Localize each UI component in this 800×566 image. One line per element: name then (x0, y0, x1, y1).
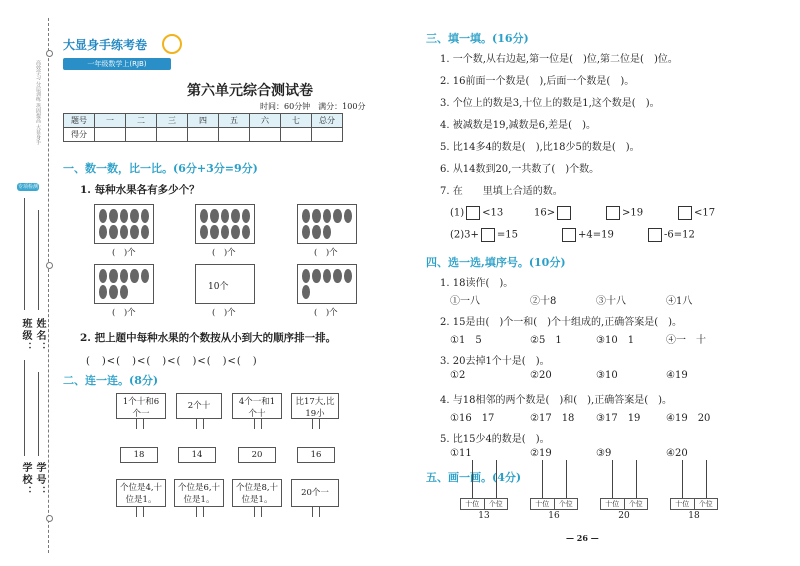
score-cell[interactable] (312, 128, 343, 142)
score-cell[interactable] (157, 128, 188, 142)
answer-box (481, 228, 495, 242)
ones-rod (496, 460, 497, 498)
choice-option[interactable]: ④一 十 (666, 335, 706, 346)
name-label: 姓名： (34, 318, 45, 354)
score-header-cell: 七 (281, 114, 312, 128)
choice-question: 1. 18读作( )。 (440, 278, 514, 289)
binding-hole (46, 50, 53, 57)
connect-card-bottom[interactable]: 个位是4,十位是1。 (116, 479, 166, 507)
score-cell[interactable] (219, 128, 250, 142)
name-field[interactable] (38, 210, 39, 310)
card-post (136, 507, 144, 517)
score-header-cell: 一 (95, 114, 126, 128)
gutter-badge: 专项检测 (17, 184, 38, 190)
choice-option[interactable]: ①11 (450, 448, 472, 459)
ones-rod (566, 460, 567, 498)
score-cell[interactable] (126, 128, 157, 142)
connect-card-top[interactable]: 4个一和1个十 (232, 393, 282, 419)
score-header-cell: 三 (157, 114, 188, 128)
fill-item-6[interactable]: 6. 从14数到20,一共数了( )个数。 (440, 164, 600, 175)
equation-item[interactable]: +4=19 (560, 228, 614, 242)
choice-option[interactable]: ④19 20 (666, 413, 711, 424)
answer-box (648, 228, 662, 242)
binding-hole (46, 515, 53, 522)
fill-item-2[interactable]: 2. 16前面一个数是( ),后面一个数是( )。 (440, 76, 635, 87)
order-answer-line[interactable]: ( )<( )<( )<( )<( )<( ) (86, 356, 258, 367)
card-post (312, 419, 320, 429)
choice-option[interactable]: ②5 1 (530, 335, 562, 346)
fill-item-5[interactable]: 5. 比14多4的数是( ),比18少5的数是( )。 (440, 142, 640, 153)
number-box[interactable]: 20 (238, 447, 276, 463)
score-cell[interactable] (95, 128, 126, 142)
score-header-cell: 六 (250, 114, 281, 128)
choice-option[interactable]: ①2 (450, 370, 466, 381)
answer-box (466, 206, 480, 220)
time-score-info: 时间：60分钟 满分：100分 (260, 102, 366, 111)
fill-item-3[interactable]: 3. 个位上的数是3,十位上的数是1,这个数是( )。 (440, 98, 660, 109)
card-post (136, 419, 144, 429)
tens-rod (612, 460, 613, 498)
choice-option[interactable]: ①一八 (450, 296, 480, 307)
score-table (63, 113, 343, 142)
school-label: 学校： (20, 462, 31, 498)
fill-item-7: 7. 在 里填上合适的数。 (440, 186, 563, 197)
number-box[interactable]: 16 (297, 447, 335, 463)
page-number: — 26 — (566, 533, 599, 543)
fill-item-4[interactable]: 4. 被减数是19,减数是6,差是( )。 (440, 120, 596, 131)
choice-question: 3. 20去掉1个十是( )。 (440, 356, 550, 367)
logo-mascot-icon (162, 34, 182, 54)
choice-question: 5. 比15少4的数是( )。 (440, 434, 550, 445)
compare-item[interactable]: 16> (534, 206, 573, 220)
score-header-cell: 五 (219, 114, 250, 128)
score-header-cell: 四 (188, 114, 219, 128)
tens-rod (682, 460, 683, 498)
equation-item[interactable]: -6=12 (646, 228, 695, 242)
basket-label: 10个 (208, 282, 229, 292)
gutter-note: 高效学习 分层训练 巩固提高 大显身手 (35, 60, 41, 145)
score-row-label: 得分 (64, 128, 95, 142)
binding-hole (46, 262, 53, 269)
choice-option[interactable]: ③十八 (596, 296, 626, 307)
choice-option[interactable]: ②17 18 (530, 413, 575, 424)
abacus-number: 20 (618, 511, 630, 521)
connect-card-top[interactable]: 2个十 (176, 393, 222, 419)
student-id-label: 学号： (34, 462, 45, 498)
score-header-cell: 总分 (312, 114, 343, 128)
series-logo: 大显身手练考卷 (63, 38, 148, 52)
banana-count[interactable]: ( )个 (112, 308, 136, 318)
section5-title: 五、画一画。(4分) (426, 471, 522, 484)
section1-q1: 1. 每种水果各有多少个？ (80, 184, 200, 196)
answer-box (678, 206, 692, 220)
connect-card-bottom[interactable]: 个位是8,十位是1。 (232, 479, 282, 507)
compare-item[interactable]: >19 (604, 206, 643, 220)
tens-rod (542, 460, 543, 498)
choice-option[interactable]: ③10 (596, 370, 618, 381)
connect-card-bottom[interactable]: 20个一 (291, 479, 339, 507)
section1-title: 一、数一数，比一比。(6分+3分=9分) (63, 162, 258, 175)
choice-option[interactable]: ②19 (530, 448, 552, 459)
card-post (196, 419, 204, 429)
section1-q2: 2. 把上题中每种水果的个数按从小到大的顺序排一排。 (80, 332, 337, 344)
connect-card-top[interactable]: 比17大,比19小 (291, 393, 339, 419)
answer-box (606, 206, 620, 220)
choice-question: 4. 与18相邻的两个数是( )和( ),正确答案是( )。 (440, 395, 673, 406)
tens-rod (472, 460, 473, 498)
answer-box (562, 228, 576, 242)
choice-option[interactable]: ②20 (530, 370, 552, 381)
peach-picture (297, 204, 357, 244)
pear-picture (94, 204, 154, 244)
choice-option[interactable]: ③9 (596, 448, 612, 459)
grade-subtitle: 一年级数学上(RJB) (63, 58, 171, 70)
choice-option[interactable]: ①16 17 (450, 413, 495, 424)
connect-card-bottom[interactable]: 个位是6,十位是1。 (174, 479, 224, 507)
banana-picture (94, 264, 154, 304)
equation-item[interactable]: (2)3+ =15 (450, 229, 519, 241)
school-field[interactable] (24, 360, 25, 456)
choice-option[interactable]: ④20 (666, 448, 688, 459)
fill-item-1[interactable]: 1. 一个数,从右边起,第一位是( )位,第二位是( )位。 (440, 54, 678, 65)
choice-option[interactable]: ②十8 (530, 296, 557, 307)
choice-question: 2. 15是由( )个一和( )个十组成的,正确答案是( )。 (440, 317, 683, 328)
score-cell[interactable] (250, 128, 281, 142)
section4-title: 四、选一选,填序号。(10分) (426, 256, 566, 269)
student-id-field[interactable] (38, 372, 39, 456)
ones-rod (636, 460, 637, 498)
number-box[interactable]: 18 (120, 447, 158, 463)
section2-title: 二、连一连。(8分) (63, 374, 159, 387)
pear-count[interactable]: ( )个 (112, 248, 136, 258)
card-post (254, 419, 262, 429)
choice-option[interactable]: ④1八 (666, 296, 693, 307)
choice-option[interactable]: ③10 1 (596, 335, 635, 346)
page-title: 第六单元综合测试卷 (187, 83, 313, 99)
abacus-number: 16 (548, 511, 560, 521)
card-post (254, 507, 262, 517)
apple-count[interactable]: ( )个 (212, 248, 236, 258)
class-field[interactable] (24, 198, 25, 310)
score-cell[interactable] (281, 128, 312, 142)
watermelon-picture (195, 264, 255, 304)
apple-picture (195, 204, 255, 244)
choice-option[interactable]: ③17 19 (596, 413, 641, 424)
watermelon-count[interactable]: ( )个 (212, 308, 236, 318)
choice-option[interactable]: ①1 5 (450, 335, 482, 346)
peach-count[interactable]: ( )个 (314, 248, 338, 258)
class-label: 班级： (20, 318, 31, 354)
number-box[interactable]: 14 (178, 447, 216, 463)
banana-bunch-count[interactable]: ( )个 (314, 308, 338, 318)
score-header-cell: 二 (126, 114, 157, 128)
banana-bunch-picture (297, 264, 357, 304)
score-header-cell: 题号 (64, 114, 95, 128)
connect-card-top[interactable]: 1个十和6个一 (116, 393, 166, 419)
abacus-number: 13 (478, 511, 490, 521)
ones-rod (706, 460, 707, 498)
answer-box (557, 206, 571, 220)
compare-item[interactable]: <17 (676, 206, 715, 220)
binding-dashed-line (48, 18, 49, 553)
abacus-number: 18 (688, 511, 700, 521)
score-cell[interactable] (188, 128, 219, 142)
card-post (312, 507, 320, 517)
card-post (196, 507, 204, 517)
choice-option[interactable]: ④19 (666, 370, 688, 381)
compare-item[interactable]: (1) <13 (450, 207, 504, 219)
section3-title: 三、填一填。(16分) (426, 32, 529, 45)
